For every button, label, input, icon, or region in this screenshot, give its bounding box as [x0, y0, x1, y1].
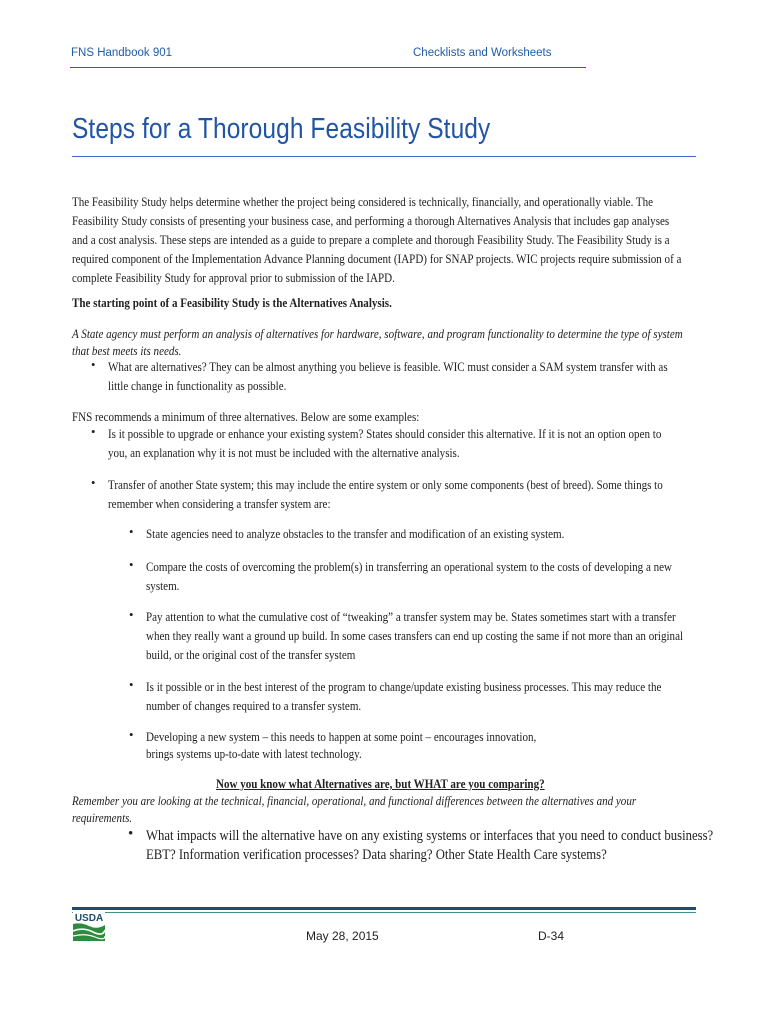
- intro-line-3: and a cost analysis. These steps are intended as a guide to prepare a complete and thorough Feasibility Study. The Feasibility Study is a: [72, 233, 670, 247]
- page-title: Steps for a Thorough Feasibility Study: [72, 113, 491, 145]
- bullet-icon: •: [128, 826, 134, 842]
- transfer-item-3-line-3: build, or the original cost of the transfer system: [146, 648, 356, 662]
- upgrade-line-1: Is it possible to upgrade or enhance your existing system? States should consider this alternative. If it is not an option open to: [108, 427, 662, 441]
- usda-logo-text: USDA: [74, 913, 104, 924]
- intro-line-4: required component of the Implementation Advance Planning document (IAPD) for SNAP projects. WIC projects require submission of a: [72, 252, 682, 266]
- transfer-item-4-line-1: Is it possible or in the best interest of the program to change/update existing business processes. This may reduce the: [146, 680, 662, 694]
- bullet-icon: •: [129, 558, 134, 572]
- transfer-item-2-line-2: system.: [146, 579, 180, 593]
- alternatives-line-2: little change in functionality as possible.: [108, 379, 287, 393]
- bullet-icon: •: [129, 608, 134, 622]
- transfer-item-5-line-1: Developing a new system – this needs to happen at some point – encourages innovation,: [146, 730, 537, 744]
- alternatives-line-1: What are alternatives? They can be almost anything you believe is feasible. WIC must consider a SAM system transfer with as: [108, 360, 668, 374]
- transfer-item-2-line-1: Compare the costs of overcoming the problem(s) in transferring an operational system to the costs of developing a new: [146, 560, 673, 574]
- upgrade-line-2: you, an explanation why it is not must be included with the alternative analysis.: [108, 446, 460, 460]
- fns-recommends: FNS recommends a minimum of three alternatives. Below are some examples:: [72, 410, 420, 424]
- transfer-line-1: Transfer of another State system; this may include the entire system or only some components (best of breed). Some things to: [108, 478, 663, 492]
- starting-point-heading: The starting point of a Feasibility Study is the Alternatives Analysis.: [72, 296, 392, 310]
- impacts-line-2: EBT? Information verification processes? Data sharing? Other State Health Care systems?: [146, 847, 607, 863]
- footer-date: May 28, 2015: [306, 929, 379, 943]
- remember-line-2: requirements.: [72, 811, 133, 825]
- remember-line-1: Remember you are looking at the technical, financial, operational, and functional differences between the alternatives and your: [72, 794, 637, 808]
- intro-line-2: Feasibility Study consists of presenting your business case, and performing a thorough Alternatives Analysis that includes gap analyses: [72, 214, 670, 228]
- bullet-icon: •: [129, 678, 134, 692]
- bullet-icon: •: [91, 358, 96, 372]
- transfer-item-5-line-2: brings systems up-to-date with latest technology.: [146, 747, 362, 761]
- intro-line-1: The Feasibility Study helps determine whether the project being considered is technically, financially, and operationally viable. The: [72, 195, 654, 209]
- state-agency-line-1: A State agency must perform an analysis of alternatives for hardware, software, and program functionality to determine the type of system: [72, 327, 683, 341]
- intro-line-5: complete Feasibility Study for approval prior to submission of the IAPD.: [72, 271, 395, 285]
- footer-rule: [72, 907, 696, 910]
- header-section: Checklists and Worksheets: [413, 47, 552, 59]
- transfer-line-2: remember when considering a transfer system are:: [108, 497, 331, 511]
- transfer-item-3-line-2: when they really want a ground up build. In some cases transfers can end up costing the same if not more than an original: [146, 629, 684, 643]
- bullet-icon: •: [129, 728, 134, 742]
- transfer-item-1-line-1: State agencies need to analyze obstacles to the transfer and modification of an existing system.: [146, 527, 565, 541]
- impacts-line-1: What impacts will the alternative have on any existing systems or interfaces that you need to conduct business?: [146, 828, 714, 844]
- bullet-icon: •: [91, 425, 96, 439]
- header-rule: [70, 67, 586, 68]
- footer-page-number: D-34: [538, 929, 565, 943]
- header-handbook: FNS Handbook 901: [71, 47, 173, 59]
- usda-logo-icon: [73, 911, 105, 941]
- title-rule: [72, 156, 696, 157]
- bullet-icon: •: [91, 476, 96, 490]
- bullet-icon: •: [129, 525, 134, 539]
- transfer-item-3-line-1: Pay attention to what the cumulative cost of “tweaking” a transfer system may be. States sometimes start with a transfer: [146, 610, 676, 624]
- transfer-item-4-line-2: number of changes required to a transfer system.: [146, 699, 362, 713]
- state-agency-line-2: that best meets its needs.: [72, 344, 182, 358]
- footer-rule-accent: [72, 912, 696, 913]
- comparing-heading: Now you know what Alternatives are, but WHAT are you comparing?: [216, 777, 545, 791]
